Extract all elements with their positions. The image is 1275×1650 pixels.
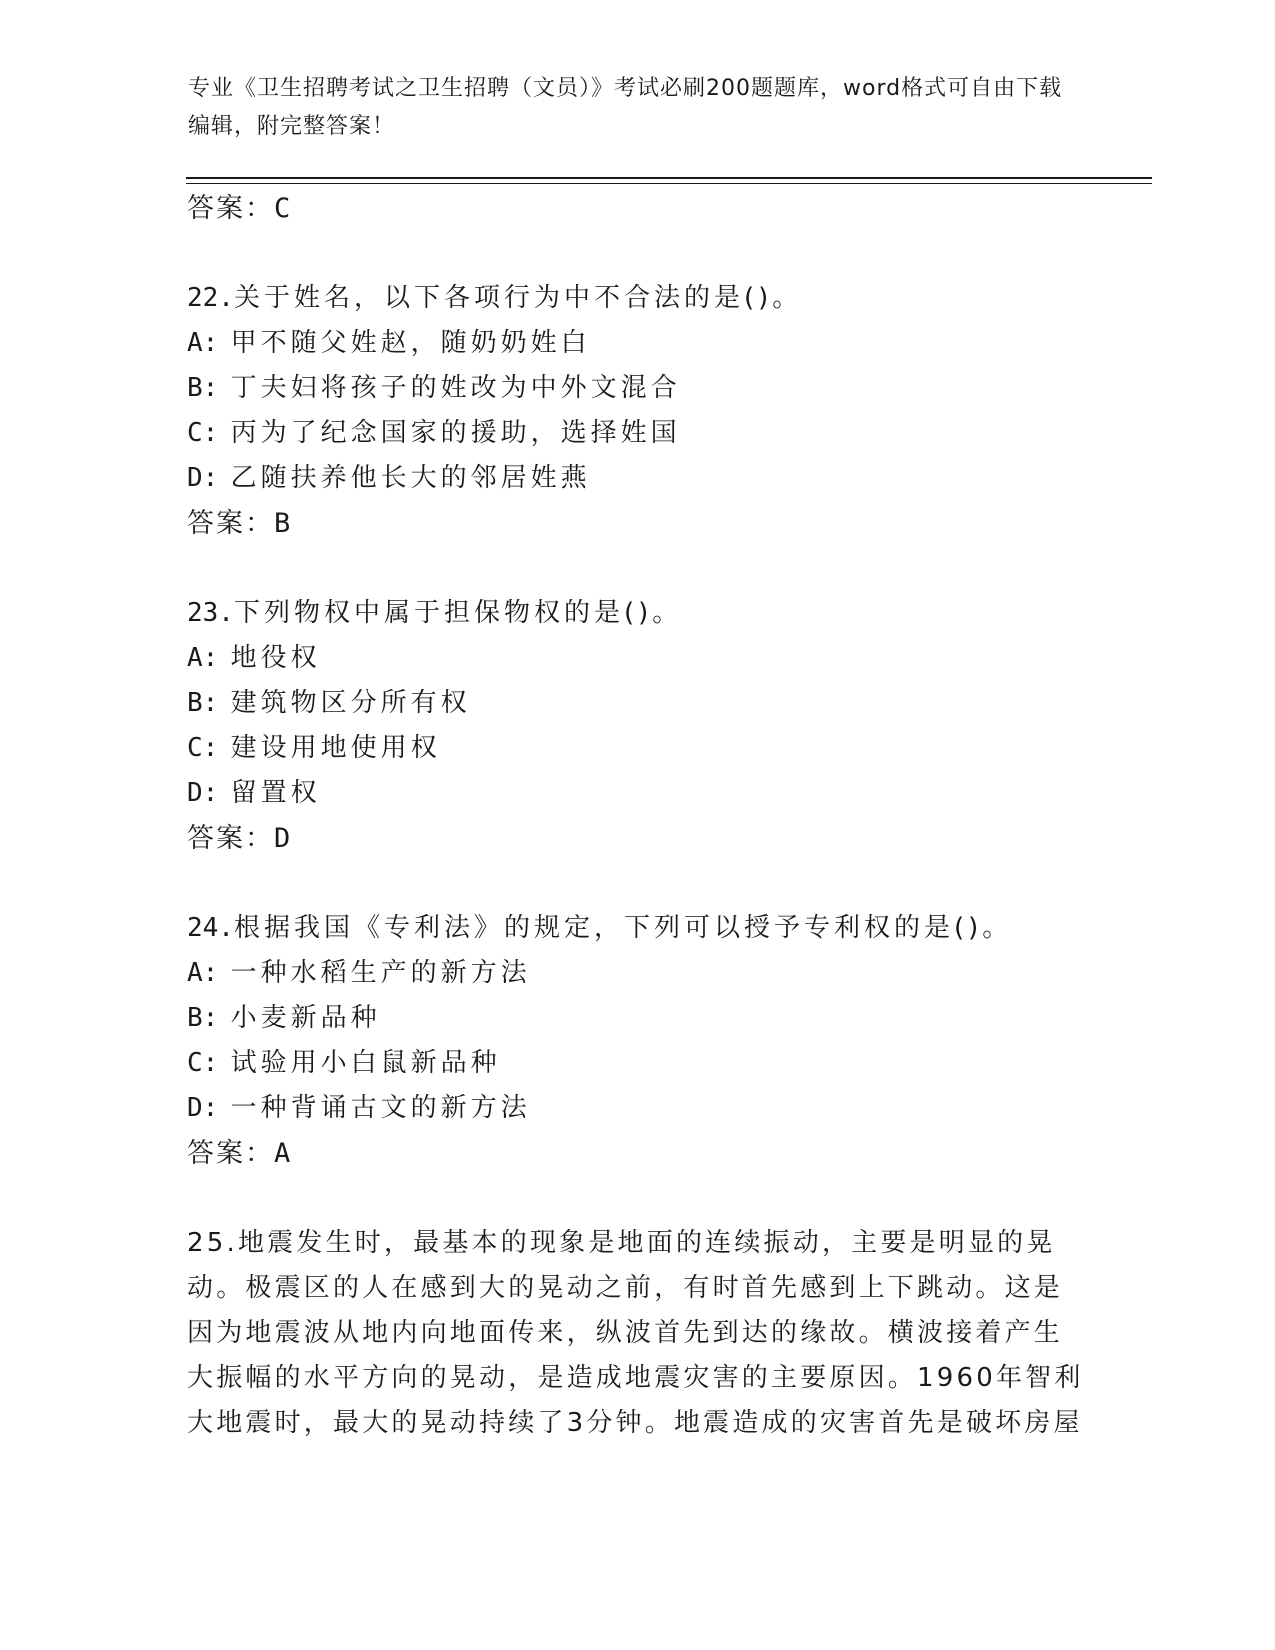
header-divider-thin — [186, 183, 1152, 184]
question-number: 24. — [187, 913, 234, 943]
spacer — [187, 861, 1087, 906]
option-key: D: — [187, 1093, 219, 1123]
answer-line — [187, 501, 1087, 546]
question-stem — [187, 276, 1087, 321]
option-c — [187, 411, 1087, 456]
option-key: B: — [187, 1003, 219, 1033]
question-block — [187, 276, 1087, 546]
question-stem — [187, 591, 1087, 636]
option-key: A: — [187, 643, 219, 673]
option-key: C: — [187, 733, 219, 763]
option-text: 乙随扶养他长大的邻居姓燕 — [230, 463, 591, 493]
option-key: C: — [187, 418, 219, 448]
option-a — [187, 951, 1087, 996]
question-text: 地震发生时，最基本的现象是地面的连续振动，主要是明显的晃动。极震区的人在感到大的晃动之前，有时首先感到上下跳动。这是因为地震波从地内向地面传来，纵波首先到达的缘故。横波接着产生大振幅的水平方向的晃动，是造成地震灾害的主要原因。1960年智利大地震时，最大的晃动持续了3分钟。地震造成的灾害首先是破坏房屋 — [187, 1228, 1084, 1438]
option-text: 建筑物区分所有权 — [230, 688, 471, 718]
header-divider-thick — [186, 177, 1152, 179]
question-text: 根据我国《专利法》的规定，下列可以授予专利权的是()。 — [233, 913, 1013, 943]
answer-label: 答案： — [187, 823, 274, 854]
answer-line — [187, 1131, 1087, 1176]
option-text: 地役权 — [230, 643, 321, 673]
option-text: 一种背诵古文的新方法 — [230, 1093, 531, 1123]
option-d — [187, 771, 1087, 816]
option-key: A: — [187, 958, 219, 988]
option-key: A: — [187, 328, 219, 358]
option-c — [187, 726, 1087, 771]
document-header: 专业《卫生招聘考试之卫生招聘（文员）》考试必刷200题题库，word格式可自由下载编辑，附完整答案！ — [188, 76, 1063, 139]
option-text: 建设用地使用权 — [230, 733, 441, 763]
question-number: 22. — [187, 283, 234, 313]
option-text: 小麦新品种 — [230, 1003, 381, 1033]
answer-value: A — [274, 1138, 292, 1169]
question-passage — [187, 1221, 1087, 1446]
answer-value: B — [274, 508, 292, 539]
answer-line — [187, 816, 1087, 861]
answer-value: D — [274, 823, 292, 854]
question-number: 23. — [187, 598, 234, 628]
answer-value: C — [274, 193, 292, 224]
document-body — [187, 186, 1087, 1446]
option-text: 试验用小白鼠新品种 — [230, 1048, 501, 1078]
option-a — [187, 636, 1087, 681]
option-d — [187, 456, 1087, 501]
option-text: 丁夫妇将孩子的姓改为中外文混合 — [230, 373, 681, 403]
spacer — [187, 546, 1087, 591]
option-key: D: — [187, 778, 219, 808]
option-key: C: — [187, 1048, 219, 1078]
option-key: B: — [187, 373, 219, 403]
answer-label: 答案： — [187, 1138, 274, 1169]
answer-line — [187, 186, 1087, 231]
question-block — [187, 906, 1087, 1176]
option-text: 丙为了纪念国家的援助，选择姓国 — [230, 418, 681, 448]
question-number: 25. — [187, 1228, 238, 1258]
answer-label: 答案： — [187, 508, 274, 539]
question-text: 关于姓名，以下各项行为中不合法的是()。 — [233, 283, 803, 313]
option-text: 一种水稻生产的新方法 — [230, 958, 531, 988]
question-stem — [187, 906, 1087, 951]
option-b — [187, 996, 1087, 1041]
option-key: B: — [187, 688, 219, 718]
option-d — [187, 1086, 1087, 1131]
answer-label: 答案： — [187, 193, 274, 224]
option-text: 甲不随父姓赵，随奶奶姓白 — [230, 328, 591, 358]
spacer — [187, 1176, 1087, 1221]
option-b — [187, 366, 1087, 411]
option-c — [187, 1041, 1087, 1086]
question-block — [187, 591, 1087, 861]
option-key: D: — [187, 463, 219, 493]
option-a — [187, 321, 1087, 366]
question-text: 下列物权中属于担保物权的是()。 — [233, 598, 683, 628]
spacer — [187, 231, 1087, 276]
option-b — [187, 681, 1087, 726]
option-text: 留置权 — [230, 778, 321, 808]
